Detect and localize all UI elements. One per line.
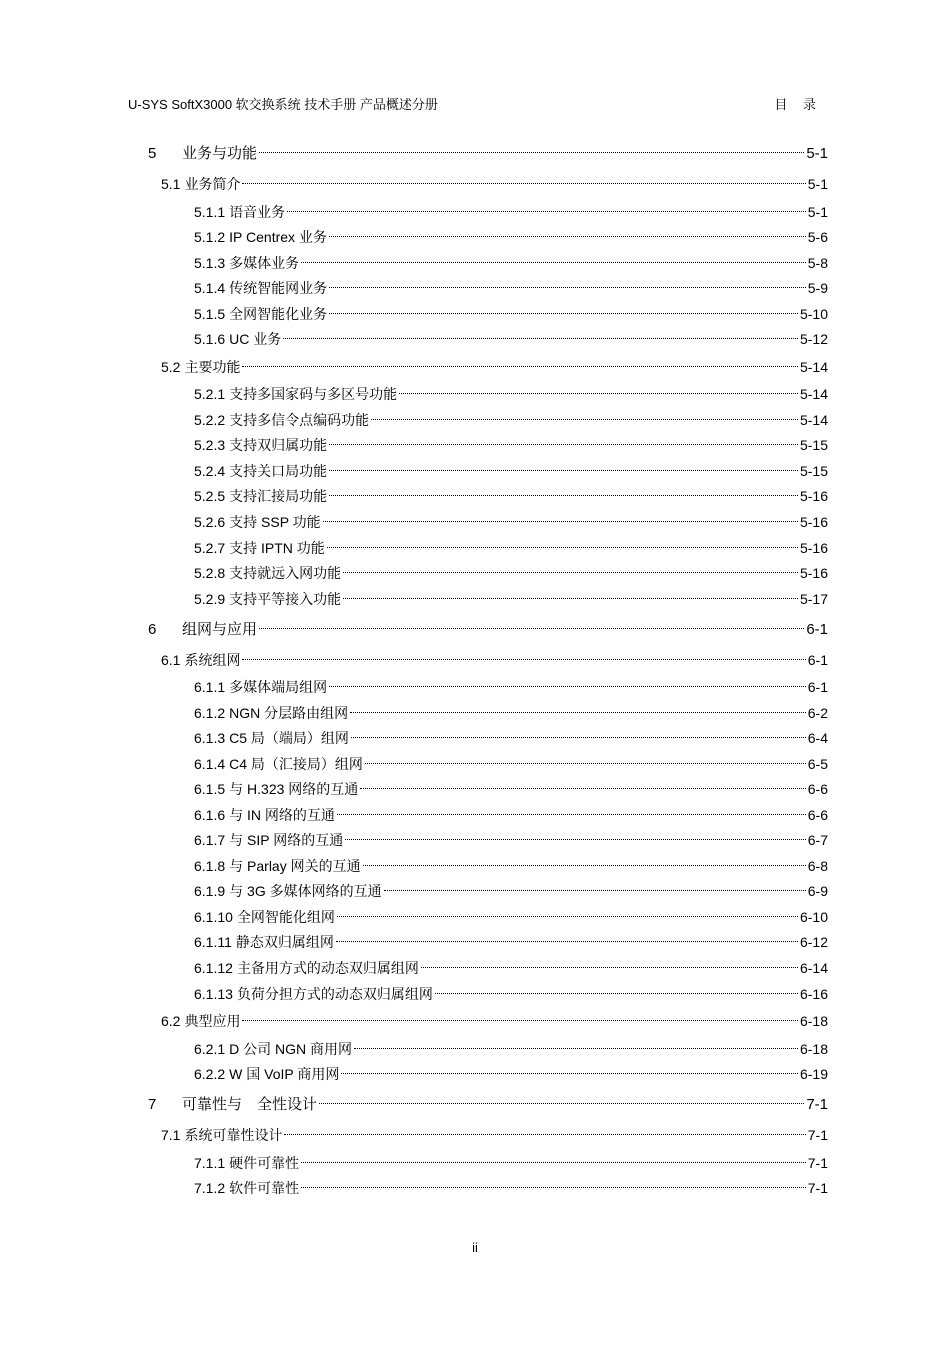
toc-entry-title: 主备用方式的动态双归属组网 — [236, 960, 419, 976]
dot-leader — [301, 1148, 806, 1168]
toc-entry-page: 6-14 — [799, 960, 828, 976]
dot-leader — [327, 533, 798, 553]
toc-entry-number: 6.1.2 — [194, 705, 226, 721]
toc-entry-level3[interactable] — [194, 405, 828, 430]
toc-entry-title: 与 SIP 网络的互通 — [229, 832, 344, 848]
toc-entry-number: 6.1.10 — [194, 909, 233, 925]
toc-entry-number: 6.1.8 — [194, 858, 226, 874]
toc-entry-level3[interactable] — [194, 1148, 828, 1173]
dot-leader — [329, 672, 806, 692]
toc-entry-title: IP Centrex 业务 — [229, 229, 327, 245]
toc-entry-level2[interactable] — [161, 352, 828, 377]
toc-entry-title: 与 3G 多媒体网络的互通 — [229, 883, 382, 899]
toc-entry-number: 7.1.1 — [194, 1155, 226, 1171]
toc-entry-page: 6-12 — [799, 934, 828, 950]
toc-entry-level3[interactable] — [194, 456, 828, 481]
toc-entry-level2[interactable] — [161, 169, 828, 194]
toc-entry-number: 6.1.12 — [194, 960, 233, 976]
toc-entry-title: D 公司 NGN 商用网 — [229, 1041, 353, 1057]
toc-entry-page: 6-19 — [799, 1066, 828, 1082]
dot-leader — [350, 698, 806, 718]
toc-entry-level3[interactable] — [194, 774, 828, 799]
dot-leader — [329, 430, 798, 450]
toc-entry-number: 7 — [148, 1096, 157, 1113]
toc-entry-number: 6.2 — [161, 1013, 181, 1029]
toc-entry-level1[interactable] — [148, 1089, 828, 1115]
dot-leader — [351, 723, 806, 743]
toc-entry-level3[interactable] — [194, 248, 828, 273]
toc-entry-number: 6.1.9 — [194, 883, 226, 899]
toc-entry-page: 6-16 — [799, 986, 828, 1002]
toc-entry-page: 6-6 — [807, 807, 828, 823]
dot-leader — [329, 273, 806, 293]
toc-entry-level2[interactable] — [161, 645, 828, 670]
document-title: U-SYS SoftX3000 软交换系统 技术手册 产品概述分册 — [128, 97, 438, 112]
dot-leader — [384, 876, 806, 896]
toc-entry-title: 多媒体端局组网 — [229, 679, 328, 695]
toc-entry-title: 多媒体业务 — [229, 255, 300, 271]
toc-entry-title: 支持 IPTN 功能 — [229, 540, 325, 556]
dot-leader — [435, 979, 798, 999]
dot-leader — [399, 379, 798, 399]
toc-entry-level2[interactable] — [161, 1120, 828, 1145]
toc-entry-page: 7-1 — [807, 1155, 828, 1171]
toc-entry-number: 6.1 — [161, 652, 181, 668]
page-header — [128, 94, 822, 112]
toc-entry-title: 可靠性与 全性设计 — [182, 1096, 318, 1113]
toc-entry-page: 7-1 — [807, 1180, 828, 1196]
dot-leader — [336, 927, 798, 947]
toc-entry-title: W 国 VoIP 商用网 — [229, 1066, 340, 1082]
toc-entry-level3[interactable] — [194, 953, 828, 978]
toc-entry-title: 支持关口局功能 — [229, 463, 328, 479]
toc-entry-page: 6-4 — [807, 730, 828, 746]
toc-entry-level2[interactable] — [161, 1006, 828, 1031]
toc-entry-page: 5-14 — [799, 386, 828, 402]
toc-entry-title: 组网与应用 — [182, 621, 258, 638]
dot-leader — [242, 1006, 798, 1026]
dot-leader — [343, 584, 798, 604]
toc-entry-number: 5.1 — [161, 176, 181, 192]
dot-leader — [242, 169, 805, 189]
toc-entry-level3[interactable] — [194, 507, 828, 532]
toc-entry-level1[interactable] — [148, 138, 828, 164]
toc-entry-number: 6.1.7 — [194, 832, 226, 848]
toc-entry-number: 5.1.1 — [194, 204, 226, 220]
dot-leader — [343, 558, 798, 578]
dot-leader — [319, 1089, 804, 1109]
toc-entry-page: 5-16 — [799, 565, 828, 581]
toc-entry-title: 支持 SSP 功能 — [229, 514, 321, 530]
toc-entry-number: 5.2.9 — [194, 591, 226, 607]
toc-entry-number: 5.2.8 — [194, 565, 226, 581]
dot-leader — [421, 953, 798, 973]
toc-entry-title: 与 Parlay 网关的互通 — [229, 858, 361, 874]
toc-entry-title: 支持多信令点编码功能 — [229, 412, 370, 428]
toc-entry-number: 6.1.4 — [194, 756, 226, 772]
toc-entry-number: 6.1.13 — [194, 986, 233, 1002]
toc-entry-number: 5.2.6 — [194, 514, 226, 530]
toc-entry-level3[interactable] — [194, 273, 828, 298]
toc-entry-level3[interactable] — [194, 1173, 828, 1198]
toc-entry-title: 静态双归属组网 — [235, 934, 334, 950]
toc-entry-title: 全网智能化业务 — [229, 306, 328, 322]
toc-entry-level3[interactable] — [194, 533, 828, 558]
dot-leader — [354, 1034, 798, 1054]
toc-entry-number: 7.1.2 — [194, 1180, 226, 1196]
toc-entry-number: 5.2 — [161, 359, 181, 375]
toc-entry-level3[interactable] — [194, 299, 828, 324]
dot-leader — [360, 774, 805, 794]
toc-entry-level3[interactable] — [194, 379, 828, 404]
toc-entry-number: 6.2.1 — [194, 1041, 226, 1057]
toc-entry-level3[interactable] — [194, 584, 828, 609]
toc-entry-title: 与 H.323 网络的互通 — [229, 781, 359, 797]
toc-entry-page: 5-1 — [806, 145, 828, 162]
toc-entry-title: 软件可靠性 — [229, 1180, 300, 1196]
toc-entry-page: 7-1 — [807, 1127, 828, 1143]
toc-entry-page: 5-16 — [799, 514, 828, 530]
dot-leader — [301, 1173, 806, 1193]
toc-entry-number: 5 — [148, 145, 157, 162]
dot-leader — [242, 352, 798, 372]
toc-entry-number: 5.1.2 — [194, 229, 226, 245]
dot-leader — [259, 138, 804, 158]
toc-entry-page: 5-16 — [799, 540, 828, 556]
toc-entry-number: 5.1.5 — [194, 306, 226, 322]
toc-entry-level3[interactable] — [194, 197, 828, 222]
dot-leader — [323, 507, 798, 527]
toc-entry-number: 5.1.4 — [194, 280, 226, 296]
toc-entry-page: 6-1 — [807, 652, 828, 668]
toc-entry-title: 传统智能网业务 — [229, 280, 328, 296]
toc-entry-title: UC 业务 — [229, 331, 282, 347]
toc-entry-level3[interactable] — [194, 723, 828, 748]
toc-entry-title: 业务简介 — [184, 176, 241, 192]
toc-entry-page: 6-9 — [807, 883, 828, 899]
toc-entry-level3[interactable] — [194, 851, 828, 876]
dot-leader — [301, 248, 806, 268]
toc-entry-page: 5-15 — [799, 437, 828, 453]
toc-entry-page: 5-14 — [799, 412, 828, 428]
toc-entry-title: C5 局（端局）组网 — [229, 730, 349, 746]
toc-entry-level3[interactable] — [194, 1034, 828, 1059]
toc-entry-title: 与 IN 网络的互通 — [229, 807, 335, 823]
dot-leader — [337, 800, 806, 820]
toc-entry-page: 5-14 — [799, 359, 828, 375]
toc-entry-number: 5.1.3 — [194, 255, 226, 271]
toc-entry-number: 5.2.1 — [194, 386, 226, 402]
toc-entry-number: 6.1.1 — [194, 679, 226, 695]
toc-entry-page: 5-1 — [807, 204, 828, 220]
toc-entry-title: 语音业务 — [229, 204, 286, 220]
toc-entry-number: 6.1.6 — [194, 807, 226, 823]
dot-leader — [284, 1120, 805, 1140]
toc-entry-page: 6-1 — [807, 679, 828, 695]
toc-entry-page: 5-16 — [799, 488, 828, 504]
toc-entry-number: 5.2.5 — [194, 488, 226, 504]
toc-entry-page: 7-1 — [806, 1096, 828, 1113]
toc-entry-title: 负荷分担方式的动态双归属组网 — [236, 986, 433, 1002]
toc-entry-page: 5-8 — [807, 255, 828, 271]
toc-entry-title: 全网智能化组网 — [236, 909, 335, 925]
toc-entry-title: 主要功能 — [184, 359, 241, 375]
toc-entry-title: 支持双归属功能 — [229, 437, 328, 453]
toc-entry-number: 6.2.2 — [194, 1066, 226, 1082]
toc-entry-number: 6.1.11 — [194, 934, 232, 950]
toc-entry-title: 支持平等接入功能 — [229, 591, 342, 607]
dot-leader — [345, 825, 806, 845]
toc-entry-page: 6-6 — [807, 781, 828, 797]
toc-entry-page: 5-6 — [807, 229, 828, 245]
toc-entry-page: 5-15 — [799, 463, 828, 479]
toc-entry-title: 系统组网 — [184, 652, 241, 668]
toc-entry-number: 5.1.6 — [194, 331, 226, 347]
toc-entry-number: 5.2.4 — [194, 463, 226, 479]
toc-entry-level3[interactable] — [194, 927, 828, 952]
dot-leader — [287, 197, 806, 217]
toc-entry-page: 5-12 — [799, 331, 828, 347]
dot-leader — [283, 324, 798, 344]
toc-entry-page: 6-1 — [806, 621, 828, 638]
toc-entry-number: 5.2.7 — [194, 540, 226, 556]
toc-entry-title: 典型应用 — [184, 1013, 241, 1029]
toc-entry-number: 6 — [148, 621, 157, 638]
toc-entry-title: 系统可靠性设计 — [184, 1127, 283, 1143]
toc-entry-level3[interactable] — [194, 698, 828, 723]
dot-leader — [329, 481, 798, 501]
toc-entry-number: 7.1 — [161, 1127, 181, 1143]
section-label: 目 录 — [774, 97, 822, 112]
toc-entry-page: 6-7 — [807, 832, 828, 848]
dot-leader — [329, 456, 798, 476]
toc-entry-level3[interactable] — [194, 749, 828, 774]
dot-leader — [242, 645, 805, 665]
dot-leader — [329, 299, 798, 319]
toc-entry-number: 5.2.2 — [194, 412, 226, 428]
toc-entry-page: 6-18 — [799, 1013, 828, 1029]
toc-entry-level3[interactable] — [194, 1059, 828, 1084]
page-number: ii — [472, 1240, 478, 1255]
toc-entry-level3[interactable] — [194, 558, 828, 583]
toc-entry-page: 6-10 — [799, 909, 828, 925]
toc-entry-level3[interactable] — [194, 800, 828, 825]
toc-entry-page: 5-1 — [807, 176, 828, 192]
toc-entry-title: 支持汇接局功能 — [229, 488, 328, 504]
dot-leader — [365, 749, 806, 769]
dot-leader — [259, 614, 804, 634]
toc-entry-level3[interactable] — [194, 324, 828, 349]
toc-entry-number: 6.1.5 — [194, 781, 226, 797]
toc-entry-level3[interactable] — [194, 876, 828, 901]
dot-leader — [337, 902, 798, 922]
toc-entry-title: 支持多国家码与多区号功能 — [229, 386, 398, 402]
toc-entry-page: 6-5 — [807, 756, 828, 772]
toc-entry-title: C4 局（汇接局）组网 — [229, 756, 363, 772]
toc-entry-level1[interactable] — [148, 614, 828, 640]
toc-entry-number: 5.2.3 — [194, 437, 226, 453]
toc-entry-page: 5-10 — [799, 306, 828, 322]
toc-entry-level3[interactable] — [194, 222, 828, 247]
toc-entry-level3[interactable] — [194, 979, 828, 1004]
toc-entry-page: 6-2 — [807, 705, 828, 721]
toc-entry-page: 5-9 — [807, 280, 828, 296]
toc-entry-page: 6-8 — [807, 858, 828, 874]
toc-entry-number: 6.1.3 — [194, 730, 226, 746]
dot-leader — [329, 222, 806, 242]
dot-leader — [341, 1059, 798, 1079]
toc-entry-level3[interactable] — [194, 825, 828, 850]
toc-entry-title: 支持就远入网功能 — [229, 565, 342, 581]
toc-entry-level3[interactable] — [194, 672, 828, 697]
dot-leader — [371, 405, 798, 425]
toc-entry-level3[interactable] — [194, 902, 828, 927]
dot-leader — [363, 851, 806, 871]
toc-entry-page: 5-17 — [799, 591, 828, 607]
toc-entry-page: 6-18 — [799, 1041, 828, 1057]
toc-entry-title: 硬件可靠性 — [229, 1155, 300, 1171]
toc-entry-level3[interactable] — [194, 481, 828, 506]
toc-entry-title: NGN 分层路由组网 — [229, 705, 349, 721]
toc-entry-level3[interactable] — [194, 430, 828, 455]
toc-entry-title: 业务与功能 — [182, 145, 258, 162]
